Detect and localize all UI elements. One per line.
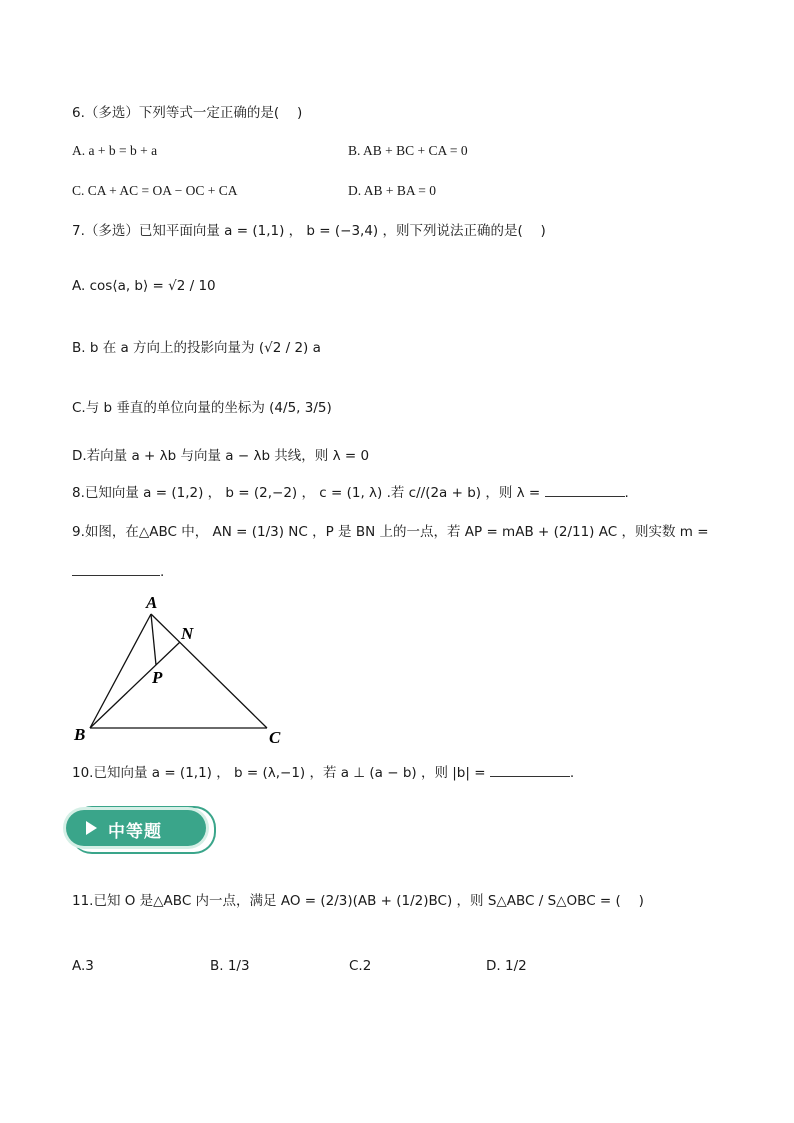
section-badge xyxy=(66,810,212,850)
label-C: C xyxy=(269,728,281,747)
q10-end: . xyxy=(569,765,575,781)
q10-stem: 10.已知向量 a = (1,1) ， b = (λ,−1) ，若 a ⊥ (a − b) ，则 |b| = xyxy=(72,765,486,781)
q10-line xyxy=(72,762,574,783)
q11-option-a: A.3 xyxy=(72,958,94,974)
q7-option-a: A. cos⟨a, b⟩ = √2 / 10 xyxy=(72,278,216,294)
q9-answer-blank[interactable] xyxy=(72,561,160,576)
q8-stem: 8.已知向量 a = (1,2) ， b = (2,−2) ， c = (1, λ) .若 c//(2a + b) ，则 λ = xyxy=(72,485,541,501)
q6-option-b: B. AB + BC + CA = 0 xyxy=(348,143,468,158)
q11-option-b: B. 1/3 xyxy=(210,958,250,974)
q11-stem: 11.已知 O 是△ABC 内一点，满足 AO = (2/3)(AB + (1/2)BC) ，则 S△ABC / S△OBC = ( ) xyxy=(72,893,644,909)
q10-answer-blank[interactable] xyxy=(490,762,570,777)
q6-stem: 6.（多选）下列等式一定正确的是( ) xyxy=(72,105,303,121)
play-icon xyxy=(86,821,97,835)
q11-option-d: D. 1/2 xyxy=(486,958,527,974)
triangle-figure xyxy=(70,588,300,750)
edge-AC xyxy=(151,614,267,728)
section-title: 中等题 xyxy=(108,822,162,842)
q6-option-a: A. a + b = b + a xyxy=(72,143,158,158)
label-P: P xyxy=(152,668,163,687)
segment-BN xyxy=(90,642,180,728)
segment-AP xyxy=(151,614,156,665)
q8-end: . xyxy=(624,485,629,501)
q11-option-c: C.2 xyxy=(349,958,372,974)
q7-option-b: B. b 在 a 方向上的投影向量为 (√2 / 2) a xyxy=(72,340,321,356)
q8-answer-blank[interactable] xyxy=(545,482,625,497)
q9-end: . xyxy=(160,564,165,580)
label-N: N xyxy=(181,624,194,643)
edge-AB xyxy=(90,614,151,728)
q7-option-d: D.若向量 a + λb 与向量 a − λb 共线，则 λ = 0 xyxy=(72,448,370,464)
q6-option-d: D. AB + BA = 0 xyxy=(348,183,436,198)
q9-stem: 9.如图，在△ABC 中， AN = (1/3) NC ，P 是 BN 上的一点，若 AP = mAB + (2/11) AC ，则实数 m = xyxy=(72,524,709,540)
q8-line xyxy=(72,482,629,503)
q6-option-c: C. CA + AC = OA − OC + CA xyxy=(72,183,238,198)
q7-stem: 7.（多选）已知平面向量 a = (1,1) ， b = (−3,4) ，则下列说法正确的是( ) xyxy=(72,223,546,239)
q7-option-c: C.与 b 垂直的单位向量的坐标为 (4/5, 3/5) xyxy=(72,400,332,416)
label-A: A xyxy=(146,593,158,612)
q9-line2 xyxy=(72,561,164,582)
label-B: B xyxy=(74,725,86,744)
